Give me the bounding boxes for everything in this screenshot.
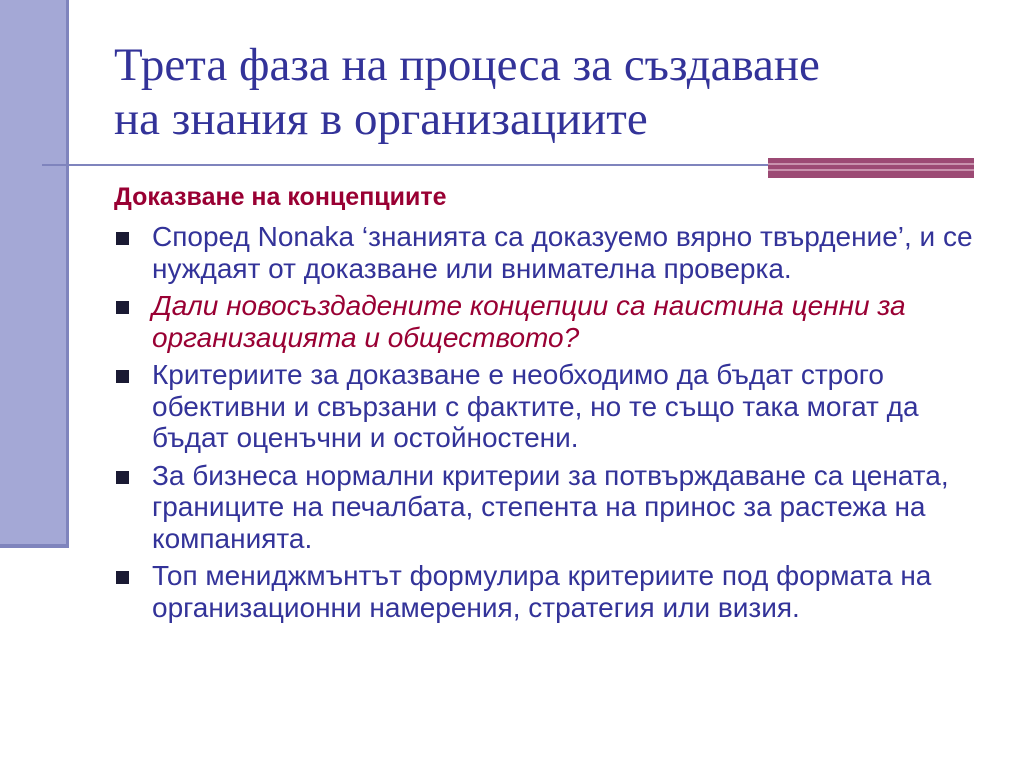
bullet-text: Според Nonaka ‘знанията са доказуемо вярно твърдение’, и се нуждаят от доказване или внимателна проверка.: [152, 221, 973, 284]
bullet-text: Критериите за доказване е необходимо да бъдат строго обективни и свързани с фактите, но те също така могат да бъдат оценъчни и остойностени.: [152, 359, 919, 453]
bullet-item: [110, 460, 990, 555]
bullet-text: Топ мениджмънтът формулира критериите под формата на организационни намерения, стратегия или визия.: [152, 560, 932, 623]
bullet-item: [110, 221, 990, 284]
bullet-text: За бизнеса нормални критерии за потвърждаване са цената, границите на печалбата, степента на принос за растежа на компанията.: [152, 459, 949, 554]
accent-block: [768, 158, 974, 178]
square-bullet-icon: [116, 471, 129, 484]
accent-stripe: [768, 169, 974, 171]
title-line-1: Трета фаза на процеса за създаване: [114, 39, 820, 91]
bullet-list: [110, 221, 990, 629]
section-subheading: Доказване на концепциите: [114, 183, 447, 211]
left-bar-bottom-edge: [0, 544, 69, 548]
bullet-text: Дали новосъздадените концепции са наистина ценни за организацията и обществото?: [152, 290, 906, 353]
square-bullet-icon: [116, 571, 129, 584]
left-decorative-bar: [0, 0, 66, 544]
bullet-item: [110, 560, 990, 623]
square-bullet-icon: [116, 232, 129, 245]
bullet-item: [110, 290, 990, 353]
slide-title: [114, 38, 974, 146]
title-line-2: на знания в организациите: [114, 93, 648, 145]
accent-stripe: [768, 163, 974, 165]
square-bullet-icon: [116, 301, 129, 314]
bullet-item: [110, 359, 990, 454]
left-bar-shadow: [66, 0, 69, 548]
square-bullet-icon: [116, 370, 129, 383]
